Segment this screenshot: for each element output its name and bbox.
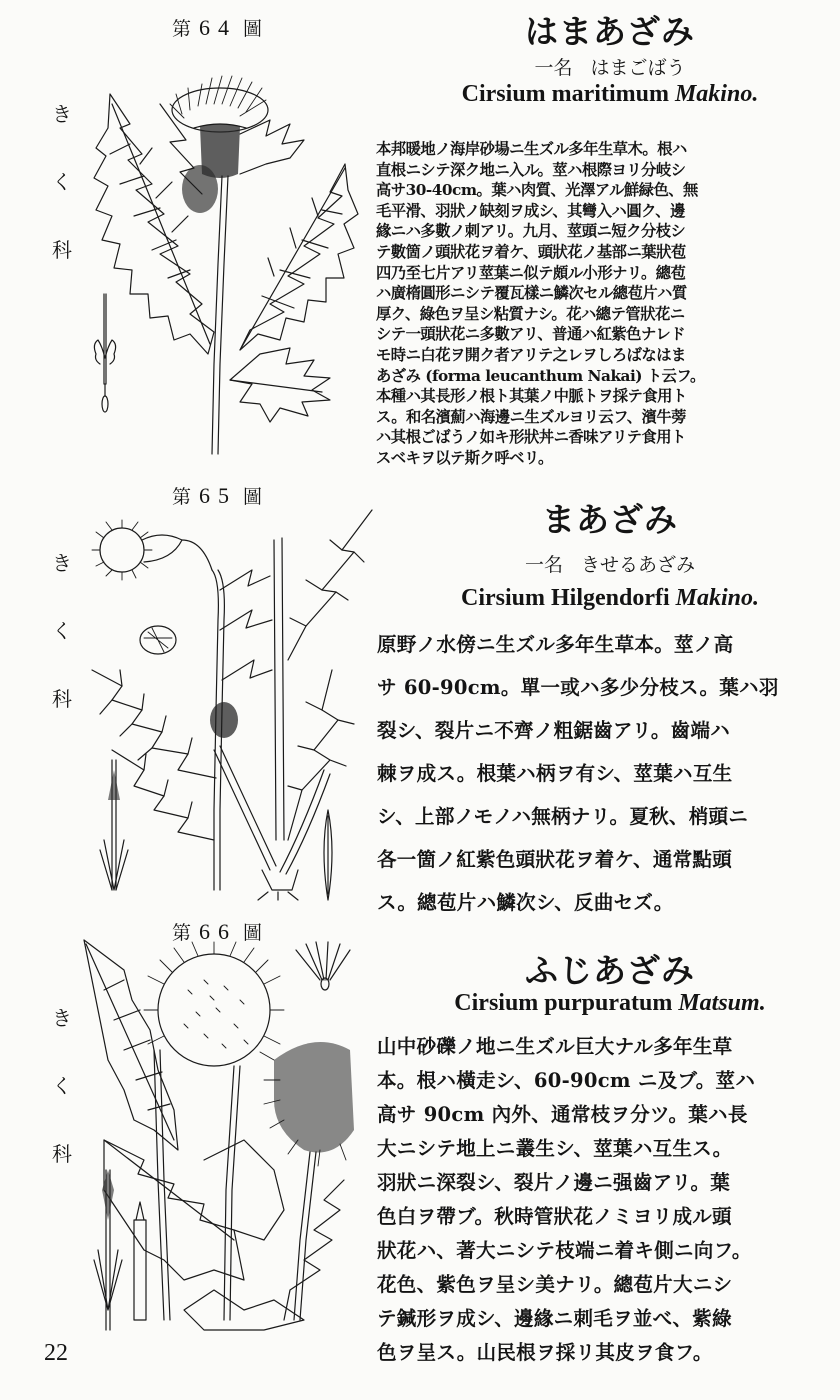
- alias-65: [420, 550, 800, 577]
- description-line: 裂シ、裂片ニ不齊ノ粗鋸齒アリ。齒端ハ: [377, 719, 731, 742]
- description-line: 花色、紫色ヲ呈シ美ナリ。總苞片大ニシ: [377, 1273, 733, 1296]
- description-line: 各一箇ノ紅紫色頭狀花ヲ着ケ、通常點頭: [377, 848, 733, 871]
- family-char: 科: [52, 1142, 72, 1166]
- alias-label: 一名: [534, 57, 573, 79]
- author: Makino.: [674, 81, 759, 107]
- thistle-64-illustration: [90, 64, 360, 454]
- description-line: ス。總苞片ハ鱗次シ、反曲セズ。: [377, 891, 674, 914]
- scientific-name-64: [400, 81, 820, 108]
- author: Matsum.: [678, 990, 766, 1016]
- family-char: き: [52, 1006, 72, 1030]
- description-line: 本。根ハ橫走シ、60-90cm ニ及ブ。莖ハ: [377, 1069, 756, 1092]
- description-line: 色白ヲ帶ブ。秋時管狀花ノミヨリ成ル頭: [377, 1205, 732, 1228]
- figure-suffix: 圖: [243, 18, 265, 40]
- figure-prefix: 第: [172, 486, 194, 508]
- family-char: 科: [52, 687, 72, 711]
- alias-64: [440, 53, 780, 80]
- description-line: 本種ハ其長形ノ根ト其葉ノ中脈トヲ採テ食用ト: [376, 387, 687, 406]
- alias-label: 一名: [524, 554, 563, 576]
- description-line: テ鍼形ヲ成シ、邊緣ニ刺毛ヲ並べ、紫綠: [377, 1307, 732, 1330]
- description-line: 四乃至七片アリ莖葉ニ似テ頗ル小形ナリ。總苞: [376, 263, 686, 282]
- pappus-detail-icon: [296, 942, 350, 990]
- japanese-name-65: まあざみ: [542, 500, 678, 539]
- family-label-65: [50, 553, 74, 757]
- description-line: サ 60-90cm。單一或ハ多少分枝ス。葉ハ羽: [377, 676, 779, 699]
- description-line: 高サ30-40cm。葉ハ肉質、光澤アル鮮緑色、無: [376, 181, 698, 200]
- family-char: く: [52, 170, 72, 194]
- figure-label-64: [172, 14, 264, 41]
- description-line: 羽狀ニ深裂シ、裂片ノ邊ニ强齒アリ。葉: [377, 1171, 731, 1194]
- description-line: 毛平滑、羽狀ノ缺刻ヲ成シ、其彎入ハ圓ク、邊: [376, 201, 685, 220]
- page-number: 22: [44, 1340, 68, 1366]
- genus-species: Cirsium maritimum: [461, 81, 669, 107]
- japanese-name-64: はまあざみ: [525, 12, 695, 51]
- flower-head-icon: [92, 520, 212, 580]
- genus-species: Cirsium Hilgendorfi: [460, 585, 670, 611]
- description-line: 大ニシテ地上ニ叢生シ、莖葉ハ互生ス。: [377, 1137, 733, 1160]
- description-line: 棘ヲ成ス。根葉ハ柄ヲ有シ、莖葉ハ互生: [377, 762, 733, 785]
- figure-suffix: 圖: [243, 922, 265, 944]
- alias-name: はまごばう: [590, 57, 686, 79]
- thistle-65-illustration: [92, 510, 372, 900]
- description-line: スベキヲ以テ斯ク呼ベリ。: [376, 448, 553, 467]
- description-66: [377, 1030, 787, 1370]
- scientific-name-65: [390, 585, 830, 612]
- description-line: シテ一頭狀花ニ多數アリ、普通ハ紅紫色ナレド: [376, 325, 686, 344]
- family-char: 科: [52, 238, 72, 262]
- figure-number: 64: [199, 15, 238, 40]
- family-char: き: [52, 102, 72, 126]
- description-line: あざみ (forma leucanthum Nakai) ト云フ。: [376, 366, 705, 385]
- description-line: 狀花ハ、著大ニシテ枝端ニ着キ側ニ向フ。: [377, 1239, 752, 1262]
- figure-suffix: 圖: [243, 486, 265, 508]
- family-char: く: [52, 619, 72, 643]
- description-line: シ、上部ノモノハ無柄ナリ。夏秋、梢頭ニ: [377, 805, 749, 828]
- floret-detail-icon: [100, 760, 128, 890]
- flower-head-icon: [144, 942, 284, 1066]
- description-line: テ數箇ノ頭狀花ヲ着ケ、頭狀花ノ基部ニ葉狀苞: [376, 242, 686, 261]
- figure-number: 65: [199, 483, 238, 508]
- family-label-64: [50, 104, 74, 308]
- description-line: 直根ニシテ深ク地ニ入ル。莖ハ根際ヨリ分岐シ: [376, 160, 686, 179]
- description-line: 色ヲ呈ス。山民根ヲ採リ其皮ヲ食フ。: [377, 1341, 713, 1364]
- flower-head-icon: [170, 76, 268, 178]
- description-line: 山中砂礫ノ地ニ生ズル巨大ナル多年生草: [377, 1035, 733, 1058]
- japanese-name-66: ふじあざみ: [525, 951, 695, 990]
- description-line: ハ廣楕圓形ニシテ覆瓦樣ニ鱗次セル總苞片ハ質: [376, 284, 687, 303]
- description-line: モ時ニ白花ヲ開ク者アリテ之レヲしろばなはま: [376, 345, 686, 364]
- author: Makino.: [675, 585, 760, 611]
- stalk-detail-icon: [134, 1202, 146, 1320]
- floret-detail-icon: [94, 1170, 122, 1330]
- genus-species: Cirsium purpuratum: [454, 990, 673, 1016]
- family-label-66: [50, 1008, 74, 1212]
- description-65: [377, 623, 787, 924]
- description-line: 高サ 90cm 內外、通常枝ヲ分ツ。葉ハ長: [377, 1103, 748, 1126]
- description-line: 本邦暖地ノ海岸砂場ニ生ズル多年生草木。根ハ: [376, 140, 687, 158]
- figure-number: 66: [199, 919, 238, 944]
- flower-head-icon: [260, 1042, 354, 1166]
- description-line: ハ其根ごばうノ如キ形狀丼ニ香味アリテ食用ト: [376, 428, 686, 447]
- alias-name: きせるあざみ: [581, 554, 696, 576]
- figure-label-65: [172, 482, 264, 509]
- description-64: [376, 139, 824, 469]
- floret-detail-icon: [94, 294, 115, 412]
- scientific-name-66: [390, 990, 830, 1017]
- figure-prefix: 第: [172, 18, 194, 40]
- thistle-66-illustration: [84, 940, 354, 1330]
- figure-prefix: 第: [172, 922, 194, 944]
- description-line: 緣ニハ多數ノ刺アリ。九月、莖頭ニ短ク分枝シ: [376, 222, 686, 241]
- description-line: 原野ノ水傍ニ生ズル多年生草本。莖ノ高: [377, 633, 734, 656]
- family-char: く: [52, 1074, 72, 1098]
- description-line: 厚ク、綠色ヲ呈シ粘質ナシ。花ハ總テ管狀花ニ: [376, 304, 685, 323]
- description-line: ス。和名濱薊ハ海邊ニ生ズルヨリ云フ、濱牛蒡: [376, 407, 686, 426]
- family-char: き: [52, 551, 72, 575]
- bract-detail-icon: [324, 810, 332, 900]
